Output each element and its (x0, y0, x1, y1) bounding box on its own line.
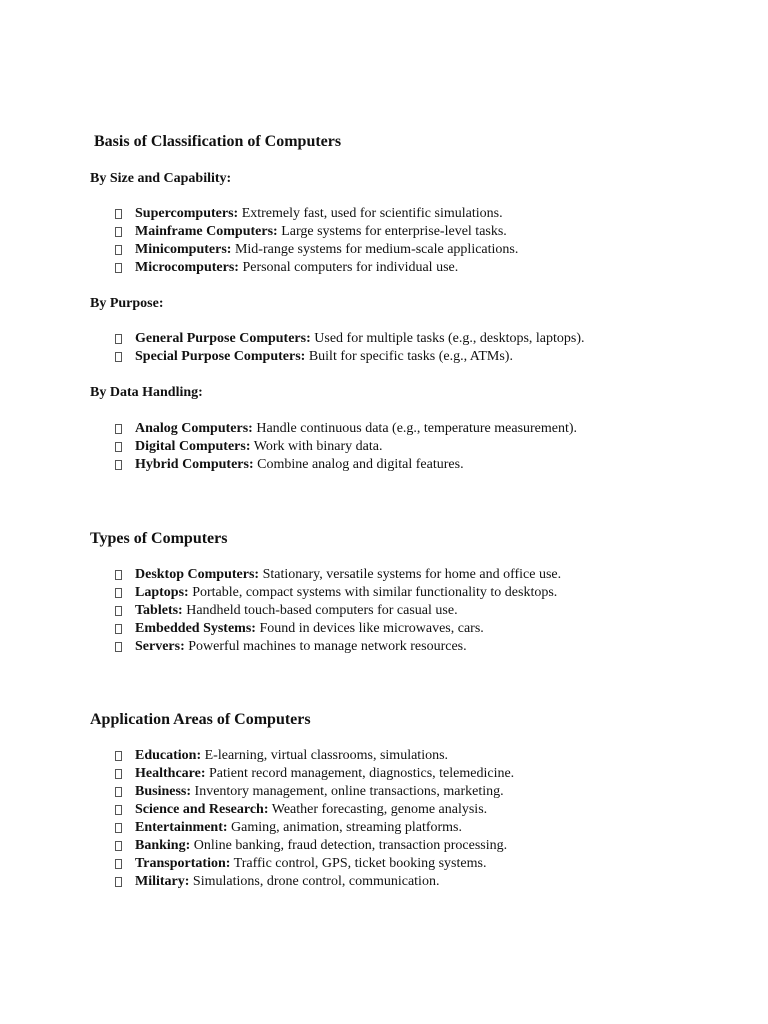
bullet-icon (115, 209, 122, 219)
bullet-icon (115, 588, 122, 598)
applications-heading: Application Areas of Computers (90, 711, 311, 728)
bullet-icon (115, 442, 122, 452)
types-heading: Types of Computers (90, 530, 228, 547)
bullet-icon (115, 606, 122, 616)
bullet-icon (115, 805, 122, 815)
bullet-icon (115, 460, 122, 470)
bullet-icon (115, 424, 122, 434)
section-heading-by-purpose: By Purpose: (90, 296, 164, 311)
section-heading-by-size: By Size and Capability: (90, 171, 232, 186)
bullet-icon (115, 245, 122, 255)
bullet-icon (115, 624, 122, 634)
document-page: Basis of Classification of Computers By Size and Capability: Supercomputers: Extremely fast, used for scientific simulations. Mainframe Computers: Large systems for enterprise-level tasks. Minicomputers: Mid-range systems for medium-scale applications. Microcomputers: Personal computers for individual use. By Purpose: General Purpose Computers: Used for multiple tasks (e.g., desktops, laptops). Special Purpose Computers: Built for specific tasks (e.g., ATMs). By Data Handling: Analog Computers: Handle continuous data (e.g., temperature measurement). Digital Computers: Work with binary data. Hybrid Computers: Combine analog and digital features. Types of Computers Desktop Computers: Stationary, versatile systems for home and office use. Laptops: Portable, compact systems with similar functionality to desktops. Tablets: Handheld touch-based computers for casual use. Embedded Systems: Found in devices like microwaves, cars. Servers: Powerful machines to manage network resources. Application Areas of Computers Education: E-learning, virtual classrooms, simulations. Healthcare: Patient record management, diagnostics, telemedicine. Business: Inventory management, online transactions, marketing. Science and Research: Weather forecasting, genome analysis. Entertainment: Gaming, animation, streaming platforms. Banking: Online banking, fraud detection, transaction processing. Transportation: Traffic control, GPS, ticket booking systems. Military: Simulations, drone control, communication. (90, 133, 585, 889)
bullet-icon (115, 751, 122, 761)
bullet-icon (115, 227, 122, 237)
bullet-icon (115, 823, 122, 833)
bullet-icon (115, 352, 122, 362)
bullet-icon (115, 859, 122, 869)
bullet-icon (115, 769, 122, 779)
page-title: Basis of Classification of Computers (94, 133, 342, 150)
bullet-icon (115, 877, 122, 887)
bullet-icon (115, 787, 122, 797)
bullet-icon (115, 334, 122, 344)
bullet-icon (115, 570, 122, 580)
bullet-icon (115, 642, 122, 652)
bullet-icon (115, 263, 122, 273)
section-heading-by-data: By Data Handling: (90, 385, 203, 400)
bullet-icon (115, 841, 122, 851)
